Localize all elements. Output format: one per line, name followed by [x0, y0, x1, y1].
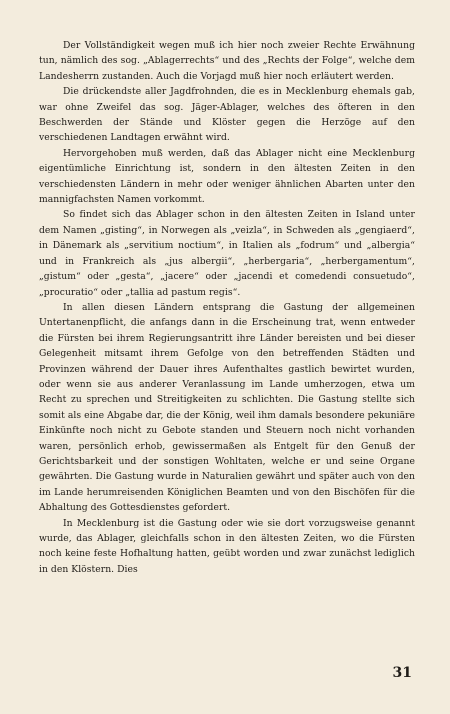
paragraph-2: Die drückendste aller Jagdfrohnden, die es in Mecklenburg ehemals gab, war ohne Zweifel das sog. Jäger-Ablager, welches des öfteren in den Beschwerden der Stände und Klöster gegen die Herzöge auf den verschiedenen Landtagen erwähnt wird.	[39, 86, 415, 144]
paragraph-1: Der Vollständigkeit wegen muß ich hier noch zweier Rechte Erwähnung tun, nämlich des sog. „Ablagerrechts“ und des „Rechts der Folge“, welche dem Landesherrn zustanden. Auch die Vorjagd muß hier noch erläutert werden.	[39, 40, 415, 82]
paragraph-4: So findet sich das Ablager schon in den ältesten Zeiten in Island unter dem Namen „gisting“, in Norwegen als „veizla“, in Schweden als „gengiaerd“, in Dänemark als „servitium noctium“, in Italien als „fodrum“ und „albergia“ und in Frankreich als „jus albergii“, „herbergaria“, „herbergamentum“, „gistum“ oder „gesta“, „jacere“ oder „jacendi et comedendi consuetudo“, „procuratio“ oder „tallia ad pastum regis“.	[39, 209, 415, 298]
paragraph-3: Hervorgehoben muß werden, daß das Ablager nicht eine Mecklenburg eigentümliche Einrichtung ist, sondern in den ältesten Zeiten in den verschiedensten Ländern in mehr oder weniger ähnlichen Abarten unter den mannigfachsten Namen vorkommt.	[39, 147, 415, 206]
page-number: 31	[392, 665, 412, 681]
paragraph-5: In allen diesen Ländern entsprang die Gastung der allgemeinen Untertanenpflicht, die anfangs dann in die Erscheinung trat, wenn entweder die Fürsten bei ihrem Regierungsantritt ihre Länder bereisten und bei dieser Gelegenheit mitsamt ihrem Gefolge von den betreffenden Städten und Provinzen während der Dauer ihres Aufenthaltes gastlich bewirtet wurden, oder wenn sie aus anderer Veranlassung im Lande umherzogen, etwa um Recht zu sprechen und Streitigkeiten zu schlichten. Die Gastung stellte sich somit als eine Abgabe dar, die der König, weil ihm damals besondere pekuniäre Einkünfte noch nicht zu Gebote standen und Steuern noch nicht vorhanden waren, persönlich erhob, gewissermaßen als Entgelt für den Genuß der Gerichtsbarkeit und der sonstigen Wohltaten, welche er und seine Organe gewährten. Die Gastung wurde in Naturalien gewährt und später auch von den im Lande herumreisenden Königlichen Beamten und von den Bischöfen für die Abhaltung des Gottesdienstes gefordert.	[39, 301, 415, 514]
paragraph-6: In Mecklenburg ist die Gastung oder wie sie dort vorzugsweise genannt wurde, das Ablager, gleichfalls schon in den ältesten Zeiten, wo die Fürsten noch keine feste Hofhaltung hatten, geübt worden und zwar zunächst lediglich in den Klöstern. Dies	[39, 517, 415, 575]
